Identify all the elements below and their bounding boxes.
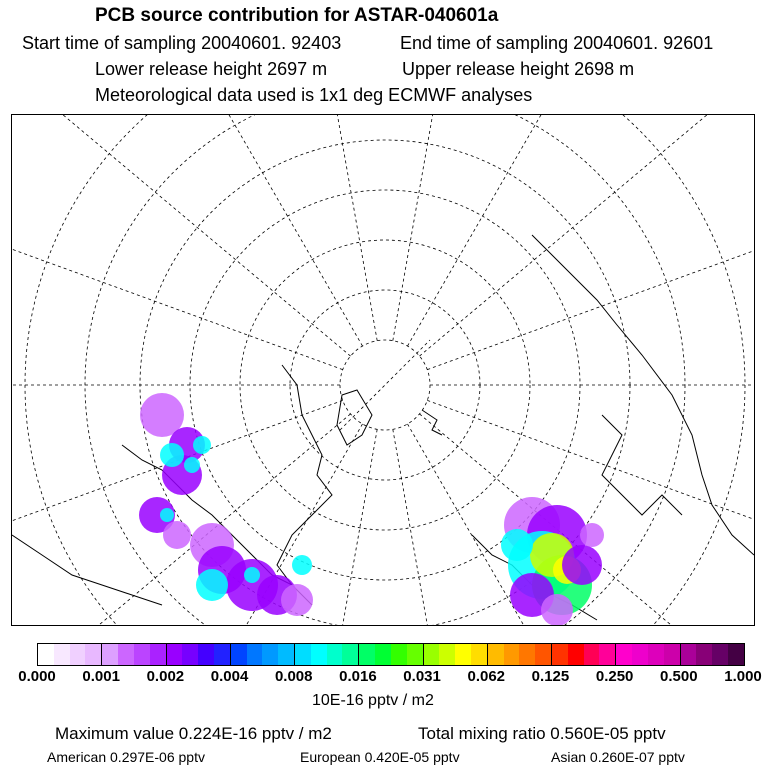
colorbar-swatch bbox=[70, 644, 86, 665]
colorbar-tick-label: 0.016 bbox=[339, 668, 377, 685]
european-contribution: European 0.420E-05 pptv bbox=[300, 749, 460, 765]
plume-patch bbox=[562, 545, 602, 585]
colorbar-swatch bbox=[375, 644, 391, 665]
end-time-label: End time of sampling 20040601. 92601 bbox=[400, 33, 714, 53]
colorbar-tick-label: 0.004 bbox=[210, 668, 249, 685]
plume-patch bbox=[580, 523, 604, 547]
colorbar-swatch bbox=[664, 644, 680, 665]
lower-height-label: Lower release height 2697 m bbox=[95, 59, 328, 79]
colorbar-tick-label: 0.008 bbox=[274, 668, 313, 685]
colorbar-swatch bbox=[551, 644, 568, 665]
meridian-line bbox=[427, 146, 754, 370]
colorbar-tick-label: 0.001 bbox=[82, 668, 120, 685]
coastline bbox=[422, 410, 442, 435]
colorbar-swatch bbox=[118, 644, 134, 665]
colorbar-swatch bbox=[150, 644, 166, 665]
meridian-line bbox=[408, 115, 736, 346]
colorbar-swatch bbox=[85, 644, 101, 665]
colorbar-swatch bbox=[471, 644, 487, 665]
plume-patch bbox=[160, 443, 184, 467]
colorbar-swatch bbox=[198, 644, 214, 665]
colorbar-swatch bbox=[294, 644, 311, 665]
colorbar-swatch bbox=[101, 644, 118, 665]
colorbar-swatch bbox=[584, 644, 600, 665]
meridian-line bbox=[12, 115, 351, 356]
colorbar-tick-label: 0.062 bbox=[467, 668, 506, 685]
colorbar-swatch bbox=[182, 644, 198, 665]
colorbar-swatch bbox=[712, 644, 728, 665]
colorbar-swatch bbox=[648, 644, 664, 665]
colorbar-swatch bbox=[166, 644, 183, 665]
upper-height-label: Upper release height 2698 m bbox=[402, 59, 635, 79]
title: PCB source contribution for ASTAR-040601a bbox=[95, 5, 499, 26]
colorbar-tick-label: 1.000 bbox=[724, 668, 762, 685]
colorbar-swatch bbox=[311, 644, 327, 665]
colorbar-swatch bbox=[423, 644, 440, 665]
colorbar-swatch bbox=[342, 644, 358, 665]
asian-contribution: Asian 0.260E-07 pptv bbox=[551, 749, 685, 765]
colorbar-tick-label: 0.125 bbox=[531, 668, 570, 685]
plume-patch bbox=[193, 436, 211, 454]
colorbar-swatch bbox=[262, 644, 278, 665]
colorbar-tick-label: 0.500 bbox=[660, 668, 698, 685]
colorbar-swatch bbox=[519, 644, 535, 665]
colorbar-swatch bbox=[278, 644, 294, 665]
colorbar-swatch bbox=[134, 644, 150, 665]
colorbar-swatch bbox=[615, 644, 632, 665]
plume-patch bbox=[501, 529, 533, 561]
colorbar-swatch bbox=[568, 644, 584, 665]
pole-line bbox=[340, 340, 430, 430]
colorbar-swatch bbox=[504, 644, 520, 665]
colorbar-tick-label: 0.000 bbox=[18, 668, 56, 685]
meridian-line bbox=[419, 115, 754, 356]
coastline bbox=[12, 535, 162, 605]
colorbar-swatch bbox=[680, 644, 697, 665]
colorbar-swatch bbox=[391, 644, 407, 665]
colorbar-swatch bbox=[407, 644, 423, 665]
plume-patch bbox=[244, 567, 260, 583]
plume-patch bbox=[163, 521, 191, 549]
met-data-label: Meteorological data used is 1x1 deg ECMWF analyses bbox=[95, 85, 533, 105]
colorbar-tick-label: 0.031 bbox=[403, 668, 441, 685]
meridian-line bbox=[12, 146, 343, 370]
colorbar bbox=[37, 643, 745, 666]
colorbar-swatch bbox=[632, 644, 648, 665]
plume-patch bbox=[281, 584, 313, 616]
map-panel bbox=[11, 114, 755, 626]
colorbar-swatch bbox=[230, 644, 247, 665]
american-contribution: American 0.297E-06 pptv bbox=[47, 749, 205, 765]
colorbar-swatch bbox=[535, 644, 551, 665]
meridian-line bbox=[393, 429, 507, 625]
colorbar-swatch bbox=[439, 644, 455, 665]
colorbar-swatch bbox=[455, 644, 471, 665]
plume-patch bbox=[292, 555, 312, 575]
colorbar-swatch bbox=[38, 644, 54, 665]
plume-patch bbox=[184, 457, 200, 473]
plume-patch bbox=[541, 594, 573, 625]
latitude-circle bbox=[290, 290, 480, 480]
colorbar-swatch bbox=[327, 644, 343, 665]
polar-map bbox=[12, 115, 754, 625]
colorbar-swatch bbox=[728, 644, 744, 665]
colorbar-swatch bbox=[247, 644, 263, 665]
coastline bbox=[602, 415, 682, 515]
colorbar-swatch bbox=[54, 644, 70, 665]
total-mixing-label: Total mixing ratio 0.560E-05 pptv bbox=[418, 724, 666, 743]
colorbar-swatch bbox=[696, 644, 712, 665]
colorbar-swatch bbox=[487, 644, 504, 665]
colorbar-tick-label: 0.002 bbox=[146, 668, 185, 685]
colorbar-swatch bbox=[358, 644, 375, 665]
colorbar-swatch bbox=[599, 644, 615, 665]
plume-patch bbox=[160, 508, 174, 522]
colorbar-unit: 10E-16 pptv / m2 bbox=[312, 692, 434, 709]
colorbar-tick-label: 0.250 bbox=[595, 668, 634, 685]
colorbar-swatch bbox=[214, 644, 230, 665]
plume-patch bbox=[196, 569, 228, 601]
max-value-label: Maximum value 0.224E-16 pptv / m2 bbox=[55, 724, 332, 743]
start-time-label: Start time of sampling 20040601. 92403 bbox=[22, 33, 342, 53]
